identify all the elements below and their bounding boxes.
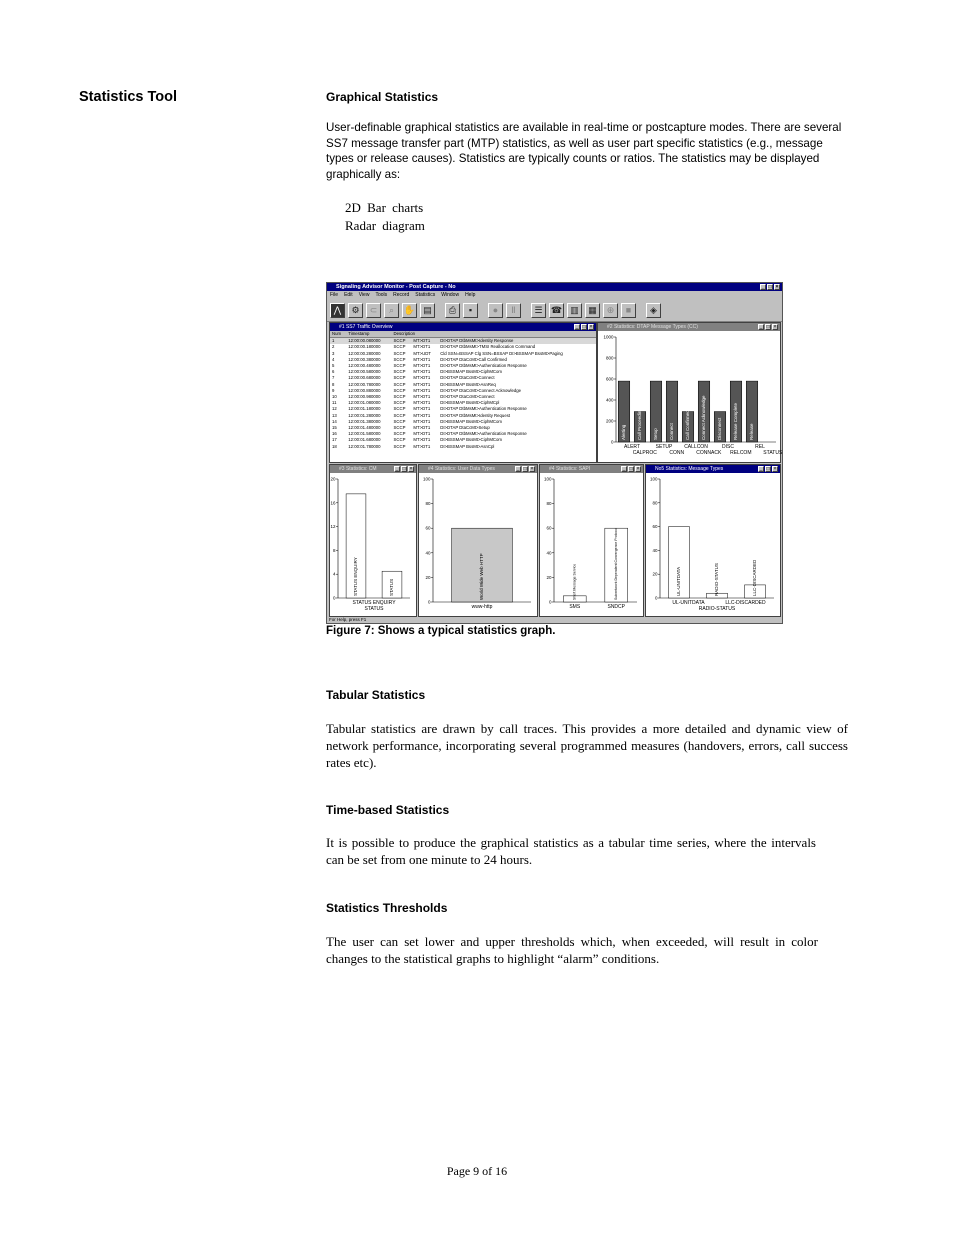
- page-number: Page 9 of 16: [446, 1164, 508, 1178]
- table-cell: DI>DTAP DtbMsMt>Identity Request: [440, 412, 511, 418]
- x-axis-label: ALERT: [623, 444, 641, 450]
- table-cell: MT>DT1: [413, 356, 431, 362]
- x-axis-label: SMS: [569, 604, 581, 610]
- table-cell: SCCP: [393, 363, 406, 369]
- table-cell: SCCP: [393, 400, 406, 406]
- table-cell: DI>DTAP DtbMsMt>Authentication Response: [440, 363, 527, 369]
- waveform-icon[interactable]: ⋀: [330, 303, 345, 318]
- table-cell: 4: [332, 356, 335, 362]
- table-cell: SCCP: [393, 381, 406, 387]
- menu-tools[interactable]: Tools: [375, 292, 388, 298]
- y-tick-label: 80: [652, 500, 658, 506]
- table-cell: SCCP: [393, 443, 406, 449]
- table-cell: 12:00:00.280000: [348, 350, 381, 356]
- col-description[interactable]: Description: [392, 331, 597, 338]
- tabular-paragraph: Tabular statistics are drawn by call traces. This provides a more detailed and dynamic view of network performance, incorporating several programmed measures (handovers, errors, call success rates etc).: [326, 721, 848, 770]
- x-axis-label: CALLCON: [684, 444, 708, 450]
- y-tick-label: 100: [649, 476, 658, 482]
- table-cell: 9: [332, 387, 335, 393]
- y-tick-label: 400: [605, 397, 614, 403]
- table-cell: 7: [332, 375, 335, 381]
- y-tick-label: 40: [652, 547, 658, 553]
- table-cell: DI>BSSMAP BssMt>CiphMCom: [440, 418, 502, 424]
- maximize-button[interactable]: □: [768, 284, 772, 290]
- bar-category-label: Short Message Service: [572, 563, 577, 600]
- pause-icon[interactable]: Ⅱ: [506, 303, 521, 318]
- table-cell: MT>DT1: [413, 418, 431, 424]
- menu-window[interactable]: Window: [441, 292, 460, 298]
- table-cell: 12:00:00.680000: [348, 375, 381, 381]
- table-cell: MT>DT1: [413, 369, 431, 375]
- menu-help[interactable]: Help: [465, 292, 476, 298]
- x-axis-label: STATUS: [364, 606, 384, 612]
- bar-category-label: Call Proceeding: [637, 408, 643, 440]
- thresholds-heading: Statistics Thresholds: [326, 901, 448, 915]
- bar-category-label: STATUS ENQUIRY: [353, 557, 359, 596]
- table-cell: SCCP: [393, 350, 406, 356]
- pane-minimize-button[interactable]: _: [575, 324, 579, 330]
- y-tick-label: 20: [652, 571, 658, 577]
- y-tick-label: 800: [605, 355, 614, 361]
- phone-icon[interactable]: ☎: [549, 303, 564, 318]
- table-cell: 12:00:00.180000: [348, 344, 381, 350]
- y-tick-label: 80: [546, 501, 552, 507]
- chart-pane-title: #3 Statistics: CM _ □ ×: [330, 465, 416, 473]
- minimize-button[interactable]: _: [761, 284, 765, 290]
- table-cell: DI>BSSMAP BssMt>AsnCpl: [440, 443, 495, 449]
- table-cell: 12:00:01.780000: [348, 443, 381, 449]
- y-tick-label: 200: [605, 418, 614, 424]
- bullet-bar-charts: 2D Bar charts: [345, 200, 424, 215]
- table-cell: DI>DTAP DtbMsMt>Identity Response: [438, 338, 596, 345]
- y-tick-label: 0: [332, 595, 336, 601]
- y-tick-label: 0: [654, 595, 658, 601]
- close-button[interactable]: ×: [775, 284, 779, 290]
- bar-category-label: UL-UNITDATA: [676, 566, 682, 596]
- y-tick-label: 100: [543, 476, 552, 482]
- table-cell: 10: [332, 394, 337, 400]
- trace-pane: [329, 322, 597, 463]
- x-axis-label: www-http: [471, 604, 493, 610]
- y-tick-label: 20: [425, 574, 431, 580]
- y-tick-label: 1000: [603, 334, 614, 340]
- menu-statistics[interactable]: Statistics: [415, 292, 436, 298]
- document-icon[interactable]: ▤: [420, 303, 435, 318]
- screenshot-window: [326, 282, 783, 624]
- table-cell: SCCP: [393, 425, 406, 431]
- table-cell: DI>BSSMAP BssMt>CiphMCom: [440, 437, 502, 443]
- table-cell: MT>DT1: [413, 437, 431, 443]
- save-icon[interactable]: ▪: [463, 303, 478, 318]
- table-cell: DI>DTAP DtaCcMt>Connect: [440, 375, 495, 381]
- tabular-heading: Tabular Statistics: [326, 688, 426, 702]
- table-cell: MT>DT1: [413, 363, 431, 369]
- bar-category-label: LLC-DISCARDED: [752, 559, 758, 596]
- chart-pane-user-data: [418, 464, 538, 617]
- hand-icon[interactable]: ✋: [402, 303, 417, 318]
- book-icon[interactable]: ◈: [646, 303, 661, 318]
- bullet-radar-diagram: Radar diagram: [345, 218, 425, 233]
- table-cell: MT>DT1: [413, 400, 431, 406]
- table-cell: SCCP: [393, 437, 406, 443]
- bar-category-label: Connect Acknowledge: [701, 395, 707, 440]
- table-cell: DI>DTAP DtbMsMt>Authentication Response: [440, 406, 527, 412]
- table-cell: 12:00:01.480000: [348, 425, 381, 431]
- bar-category-label: Connect: [669, 423, 675, 440]
- table-cell: SCCP: [393, 431, 406, 437]
- x-axis-label: RELCOM: [730, 450, 752, 456]
- table-cell: 5: [332, 363, 335, 369]
- bar-category-label: Subnetwork Dependent Convergence Protocol: [614, 527, 619, 600]
- chart-pane-title: #4 Statistics: User Data Types _ □ ×: [419, 465, 537, 473]
- x-axis-label: SETUP: [655, 444, 673, 450]
- table-cell: MT>DT1: [413, 394, 431, 400]
- y-tick-label: 16: [330, 500, 336, 506]
- table-cell: 6: [332, 369, 335, 375]
- table-cell: 12:00:00.580000: [348, 369, 381, 375]
- col-num[interactable]: Num: [330, 331, 346, 338]
- print-icon[interactable]: ⎙: [445, 303, 460, 318]
- table-cell: SCCP: [393, 375, 406, 381]
- bar-chart-dtap: [598, 331, 783, 462]
- zoom-icon[interactable]: ⊕: [603, 303, 618, 318]
- table-cell: SCCP: [393, 356, 406, 362]
- table-cell: MT>DT1: [413, 431, 431, 437]
- x-axis-label: CONN: [669, 450, 685, 456]
- bar-chart-sapi: [540, 473, 643, 616]
- table-cell: 12: [332, 406, 337, 412]
- bar-chart-icon[interactable]: ▥: [567, 303, 582, 318]
- table-cell: DI>DTAP DtaCcMt>Call Confirmed: [440, 356, 507, 362]
- col-timestamp[interactable]: Timestamp: [346, 331, 391, 338]
- y-tick-label: 40: [425, 550, 431, 556]
- menu-record[interactable]: Record: [393, 292, 410, 298]
- thresholds-paragraph: The user can set lower and upper thresholds which, when exceeded, will result in color changes to the statistical graphs to highlight “alarm” conditions.: [326, 934, 818, 966]
- filter-icon[interactable]: ⊂: [366, 303, 381, 318]
- table-cell: DI>BSSMAP BssMt>AsnReq: [440, 381, 496, 387]
- table-cell: 12:00:00.980000: [348, 394, 381, 400]
- table-cell: 12:00:00.480000: [348, 363, 381, 369]
- bar-category-label: RADIO-STATUS: [714, 563, 720, 596]
- table-cell: SCCP: [392, 338, 412, 345]
- table-row[interactable]: [330, 444, 596, 450]
- bar-category-label: STATUS: [389, 578, 395, 596]
- y-tick-label: 0: [427, 599, 431, 605]
- y-tick-label: 20: [330, 476, 336, 482]
- y-tick-label: 60: [425, 525, 431, 531]
- table-cell: 11: [332, 400, 337, 406]
- chart-pane-title: No5 Statistics: Message Types _ □ ×: [646, 465, 780, 473]
- chart-pane-title: #2 Statistics: DTAP Message Types (CC) _ □ ×: [598, 323, 780, 331]
- table-cell: 15: [332, 425, 337, 431]
- menu-view[interactable]: View: [358, 292, 370, 298]
- table-cell: DI>DTAP DtaCcMt>Setup: [440, 425, 490, 431]
- y-tick-label: 60: [546, 525, 552, 531]
- trace-table: [330, 331, 596, 450]
- table-cell: SCCP: [393, 369, 406, 375]
- table-row[interactable]: [330, 351, 596, 357]
- table-cell: 12:00:01.280000: [348, 412, 381, 418]
- bar-chart-user-data: [419, 473, 537, 616]
- x-axis-label: SNDCP: [607, 604, 626, 610]
- table-icon[interactable]: ▦: [585, 303, 600, 318]
- x-axis-label: LLC-DISCARDED: [725, 600, 766, 606]
- table-cell: 18: [332, 443, 337, 449]
- table-cell: DI>DTAP DtaCcMt>Connect: [440, 394, 495, 400]
- table-cell: SCCP: [393, 418, 406, 424]
- table-cell: SCCP: [393, 406, 406, 412]
- figure-caption: Figure 7: Shows a typical statistics graph.: [326, 625, 556, 637]
- x-axis-label: STATUS: [763, 450, 783, 456]
- table-cell: MT>DT1: [413, 344, 431, 350]
- table-cell: 12:00:01.080000: [348, 400, 381, 406]
- y-tick-label: 0: [610, 439, 614, 445]
- table-cell: Cld SSN=BSSAP Clg SSN=BSSAP DI>BSSMAP BssMt>Paging: [440, 350, 563, 356]
- menu-file[interactable]: File: [330, 292, 339, 298]
- y-tick-label: 12: [330, 524, 336, 530]
- table-cell: MT>DT1: [413, 425, 431, 431]
- table-cell: 12:00:00.880000: [348, 387, 381, 393]
- chart-pane-message-types: [645, 464, 781, 617]
- chart-pane-dtap: [597, 322, 781, 463]
- y-tick-label: 40: [546, 550, 552, 556]
- time-based-paragraph: It is possible to produce the graphical statistics as a tabular time series, where the intervals can be set from one minute to 24 hours.: [326, 835, 816, 867]
- table-cell: 1: [330, 338, 346, 345]
- section-title: Statistics Tool: [79, 89, 178, 105]
- menu-bar: [327, 291, 782, 299]
- x-axis-label: UL-UNITDATA: [672, 600, 705, 606]
- pane-close-button[interactable]: ×: [589, 324, 593, 330]
- y-tick-label: 60: [652, 524, 658, 530]
- table-cell: 14: [332, 418, 337, 424]
- table-cell: MT>DT1: [413, 381, 431, 387]
- table-cell: DI>DTAP DtbMsMt>TMSI Reallocation Command: [440, 344, 536, 350]
- stop-icon[interactable]: ■: [621, 303, 636, 318]
- table-row[interactable]: [330, 338, 596, 345]
- record-icon[interactable]: ●: [488, 303, 503, 318]
- table-cell: 12:00:00.380000: [348, 356, 381, 362]
- bar-category-label: Release: [749, 423, 755, 440]
- bar-category-label: Setup: [653, 428, 659, 440]
- x-axis-label: CALPROC: [632, 450, 657, 456]
- x-axis-label: DISC: [722, 444, 734, 450]
- table-cell: DI>BSSMAP BssMt>CiphMCpl: [440, 400, 500, 406]
- table-cell: 17: [332, 437, 337, 443]
- table-cell: SCCP: [393, 344, 406, 350]
- table-cell: MT>DT1: [413, 375, 431, 381]
- bar-category-label: Status: [765, 427, 771, 440]
- bar-category-label: Disconnect: [717, 417, 723, 440]
- bar-category-label: Release Complete: [733, 402, 739, 440]
- x-axis-label: CONNACK: [696, 450, 722, 456]
- table-cell: 12:00:00.080000: [346, 338, 391, 345]
- graphical-heading: Graphical Statistics: [326, 90, 439, 104]
- table-cell: SCCP: [393, 387, 406, 393]
- table-cell: SCCP: [393, 394, 406, 400]
- bar-category-label: Alerting: [621, 424, 627, 440]
- table-cell: 12:00:01.380000: [348, 418, 381, 424]
- y-tick-label: 100: [422, 476, 431, 482]
- app-titlebar: [327, 283, 782, 291]
- bar-chart-cm: [330, 473, 416, 616]
- y-tick-label: 600: [605, 376, 614, 382]
- table-cell: MT>UDT: [413, 350, 431, 356]
- chart-pane-sapi: [539, 464, 644, 617]
- y-tick-label: 20: [546, 574, 552, 580]
- bar-category-label: Call Confirmed: [685, 410, 691, 440]
- chart-pane-cm: [329, 464, 417, 617]
- table-cell: MT>DT1: [411, 338, 438, 345]
- table-cell: SCCP: [393, 412, 406, 418]
- y-tick-label: 0: [548, 599, 552, 605]
- table-cell: 12:00:01.680000: [348, 437, 381, 443]
- y-tick-label: 4: [332, 571, 336, 577]
- table-cell: DI>DTAP DtbMsMt>Authentication Response: [440, 431, 527, 437]
- chart-pane-title: #4 Statistics: SAPI _ □ ×: [540, 465, 643, 473]
- table-cell: 16: [332, 431, 337, 437]
- list-icon[interactable]: ☰: [531, 303, 546, 318]
- search-icon[interactable]: ⌕: [384, 303, 399, 318]
- table-cell: MT>DT1: [413, 406, 431, 412]
- toolbar: [327, 299, 782, 322]
- table-cell: 13: [332, 412, 337, 418]
- table-cell: 3: [332, 350, 335, 356]
- x-axis-label: STATUS ENQUIRY: [352, 600, 396, 606]
- time-based-heading: Time-based Statistics: [326, 803, 450, 817]
- graphical-paragraph: User-definable graphical statistics are available in real-time or postcapture modes. There are several SS7 message transfer part (MTP) statistics, as well as user part specific statistics (e.g., message types or release causes). Statistics are typically counts or ratios. The statistics may be displayed graphically as:: [326, 121, 842, 181]
- x-axis-label: REL: [755, 444, 765, 450]
- pane-maximize-button[interactable]: □: [582, 324, 586, 330]
- table-cell: 8: [332, 381, 335, 387]
- trace-pane-title: #1 SS7 Traffic Overview _ □ ×: [330, 323, 596, 331]
- y-tick-label: 8: [332, 547, 336, 553]
- table-cell: 12:00:01.180000: [348, 406, 381, 412]
- table-cell: 12:00:01.580000: [348, 431, 381, 437]
- status-bar: For Help, press F1: [329, 617, 367, 622]
- menu-edit[interactable]: Edit: [344, 292, 353, 298]
- bar-chart-message-types: [646, 473, 780, 616]
- table-header: [330, 331, 596, 338]
- table-cell: 2: [332, 344, 335, 350]
- gear-icon[interactable]: ⚙: [348, 303, 363, 318]
- table-cell: 12:00:00.780000: [348, 381, 381, 387]
- bar-category-label: World Wide Web HTTP: [479, 553, 485, 600]
- table-cell: DI>BSSMAP BssMt>CiphMCom: [440, 369, 502, 375]
- x-axis-label: RADIO-STATUS: [698, 606, 736, 612]
- table-cell: MT>DT1: [413, 443, 431, 449]
- app-title: Signaling Advisor Monitor - Post Capture - No: [336, 284, 456, 290]
- table-cell: MT>DT1: [413, 387, 431, 393]
- table-cell: MT>DT1: [413, 412, 431, 418]
- y-tick-label: 80: [425, 501, 431, 507]
- table-cell: DI>DTAP DtaCcMt>Connect Acknowledge: [440, 387, 522, 393]
